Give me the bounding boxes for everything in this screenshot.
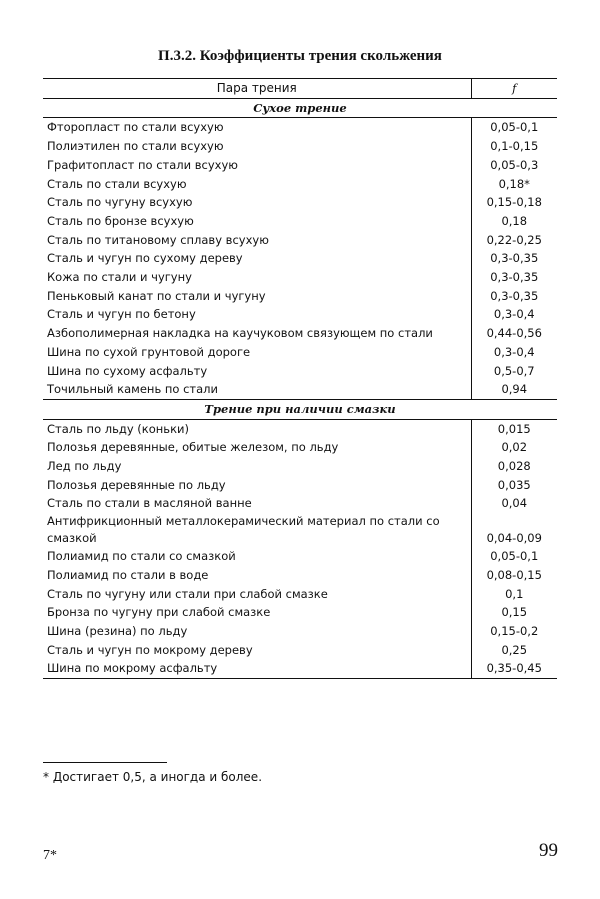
footnote: * Достигает 0,5, а иногда и более. [43,770,263,784]
table-row [43,585,557,604]
table-row [43,287,557,306]
value-cell: 0,1 [505,586,524,601]
footnote-divider [43,762,167,763]
pair-cell: Сталь по чугуну всухую [43,193,471,212]
table-row [43,231,557,250]
pair-cell: Лед по льду [43,457,471,476]
value-cell: 0,028 [497,459,531,474]
value-cell: 0,5-0,7 [493,363,535,378]
pair-cell: Шина (резина) по льду [43,622,471,641]
pair-cell: Полиамид по стали со смазкой [43,547,471,566]
pair-cell: Сталь и чугун по мокрому дереву [43,641,471,660]
table-row [43,513,557,547]
value-cell: 0,94 [501,382,528,397]
value-cell: 0,04 [501,496,528,511]
table-row [43,324,557,343]
pair-cell: Полозья деревянные по льду [43,476,471,495]
table-row [43,268,557,287]
value-cell: 0,18* [498,176,530,191]
value-cell: 0,22-0,25 [486,232,542,247]
pair-cell: Полиамид по стали в воде [43,566,471,585]
pair-cell: Кожа по стали и чугуну [43,268,471,287]
value-cell: 0,25 [501,642,528,657]
table-row [43,476,557,495]
pair-cell: Шина по сухому асфальту [43,362,471,381]
table-row [43,212,557,231]
pair-cell: Шина по мокрому асфальту [43,659,471,678]
value-cell: 0,08-0,15 [486,567,542,582]
value-cell: 0,015 [497,421,531,436]
value-cell: 0,18 [501,213,528,228]
pair-cell: Сталь по стали всухую [43,175,471,194]
value-cell: 0,3-0,35 [490,251,539,266]
table-row [43,438,557,457]
value-cell: 0,35-0,45 [471,659,557,678]
table-row [43,193,557,212]
pair-cell: Антифрикционный металлокерамический материал по стали со смазкой [43,513,471,547]
header-pair: Пара трения [43,79,471,99]
signature-mark: 7* [43,848,57,863]
value-cell: 0,05-0,1 [490,120,539,135]
friction-table [43,78,557,679]
table-row [43,419,557,438]
table-row [43,380,557,399]
table-row [43,603,557,622]
table-header-row [43,79,557,99]
table-row [43,343,557,362]
table-row [43,659,557,678]
pair-cell: Точильный камень по стали [43,380,471,399]
table-row [43,156,557,175]
table-row [43,305,557,324]
value-cell: 0,15 [501,605,528,620]
pair-cell: Полиэтилен по стали всухую [43,137,471,156]
pair-cell: Сталь и чугун по бетону [43,305,471,324]
table-row [43,494,557,513]
section-label: Трение при наличии смазки [43,399,557,419]
header-coefficient: f [471,79,557,99]
pair-cell: Пеньковый канат по стали и чугуну [43,287,471,306]
pair-cell: Сталь по бронзе всухую [43,212,471,231]
table-row [43,137,557,156]
table-row [43,249,557,268]
section-label: Сухое трение [43,98,557,118]
table-row [43,118,557,137]
value-cell: 0,035 [497,477,531,492]
value-cell: 0,04-0,09 [486,531,542,546]
pair-cell: Полозья деревянные, обитые железом, по льду [43,438,471,457]
pair-cell: Шина по сухой грунтовой дороге [43,343,471,362]
value-cell: 0,05-0,1 [490,549,539,564]
page-number: 99 [539,840,558,861]
pair-cell: Сталь и чугун по сухому дереву [43,249,471,268]
table-row [43,175,557,194]
pair-cell: Графитопласт по стали всухую [43,156,471,175]
pair-cell: Сталь по стали в масляной ванне [43,494,471,513]
value-cell: 0,15-0,2 [490,623,539,638]
pair-cell: Сталь по чугуну или стали при слабой смазке [43,585,471,604]
pair-cell: Сталь по льду (коньки) [43,419,471,438]
section-row [43,98,557,118]
value-cell: 0,3-0,35 [490,288,539,303]
table-row [43,362,557,381]
value-cell: 0,05-0,3 [490,157,539,172]
value-cell: 0,3-0,4 [493,344,535,359]
pair-cell: Сталь по титановому сплаву всухую [43,231,471,250]
section-row [43,399,557,419]
value-cell: 0,15-0,18 [486,195,542,210]
value-cell: 0,3-0,35 [490,270,539,285]
pair-cell: Бронза по чугуну при слабой смазке [43,603,471,622]
table-row [43,566,557,585]
pair-cell: Фторопласт по стали всухую [43,118,471,137]
table-row [43,622,557,641]
table-title: П.3.2. Коэффициенты трения скольжения [158,48,442,64]
table-row [43,457,557,476]
value-cell: 0,1-0,15 [490,139,539,154]
table-row [43,641,557,660]
pair-cell: Азбополимерная накладка на каучуковом связующем по стали [43,324,471,343]
value-cell: 0,3-0,4 [493,307,535,322]
value-cell: 0,44-0,56 [486,326,542,341]
table-row [43,547,557,566]
value-cell: 0,02 [501,440,528,455]
